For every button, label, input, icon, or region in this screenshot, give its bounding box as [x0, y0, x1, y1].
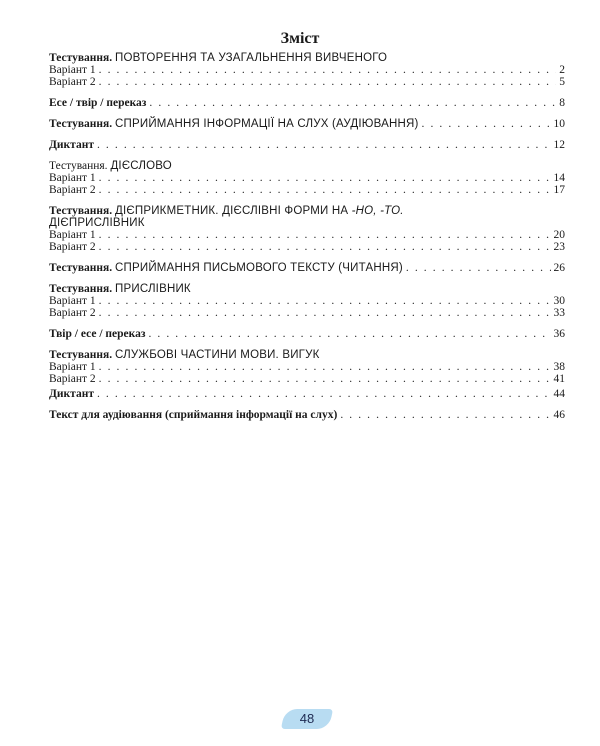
entry-label: Варіант 1: [49, 229, 96, 241]
section-title: СПРИЙМАННЯ ІНФОРМАЦІЇ НА СЛУХ (АУДІЮВАННЯ): [115, 118, 419, 130]
entry-page: 36: [553, 328, 565, 340]
entry-page: 5: [559, 76, 565, 88]
toc-entry[interactable]: [49, 118, 565, 130]
dot-leader: [340, 409, 550, 421]
entry-label: Варіант 2: [49, 373, 96, 385]
section-title: СПРИЙМАННЯ ПИСЬМОВОГО ТЕКСТУ (ЧИТАННЯ): [115, 262, 403, 274]
section-title-line2: ДІЄПРИСЛІВНИК: [49, 217, 145, 229]
toc-entry[interactable]: [49, 184, 565, 196]
toc-section-heading: [49, 52, 565, 64]
toc-entry[interactable]: [49, 172, 565, 184]
toc-section-heading: [49, 349, 565, 361]
dot-leader: [99, 184, 551, 196]
toc-entry[interactable]: [49, 139, 565, 151]
section-keyword: Тестування.: [49, 205, 113, 217]
entry-page: 8: [559, 97, 565, 109]
page-number: 48: [299, 711, 315, 726]
entry-label: Варіант 2: [49, 307, 96, 319]
dot-leader: [99, 307, 551, 319]
entry-label: Твір / есе / переказ: [49, 328, 146, 340]
dot-leader: [148, 328, 550, 340]
page-title: Зміст: [280, 30, 320, 47]
table-of-contents: [49, 52, 565, 421]
entry-label: Варіант 1: [49, 64, 96, 76]
entry-label: Диктант: [49, 388, 94, 400]
section-title: СЛУЖБОВІ ЧАСТИНИ МОВИ. ВИГУК: [115, 349, 320, 361]
dot-leader: [149, 97, 556, 109]
section-keyword: Тестування.: [49, 262, 113, 274]
entry-page: 17: [553, 184, 565, 196]
toc-entry[interactable]: [49, 388, 565, 400]
section-title: ДІЄПРИКМЕТНИК. ДІЄСЛІВНІ ФОРМИ НА: [115, 205, 352, 217]
toc-entry[interactable]: [49, 64, 565, 76]
entry-page: 10: [553, 118, 565, 130]
toc-section-heading: [49, 160, 565, 172]
entry-page: 14: [553, 172, 565, 184]
entry-page: 26: [553, 262, 565, 274]
section-keyword: Тестування.: [49, 118, 113, 130]
dot-leader: [97, 139, 551, 151]
entry-page: 38: [553, 361, 565, 373]
section-title-suffix: -НО, -ТО.: [351, 205, 404, 217]
entry-page: 12: [553, 139, 565, 151]
dot-leader: [422, 118, 551, 130]
toc-entry[interactable]: [49, 229, 565, 241]
section-keyword: Тестування.: [49, 349, 113, 361]
toc-entry[interactable]: [49, 241, 565, 253]
entry-page: 44: [553, 388, 565, 400]
section-title: ПРИСЛІВНИК: [115, 283, 191, 295]
toc-entry[interactable]: [49, 307, 565, 319]
entry-page: 20: [553, 229, 565, 241]
section-keyword: Тестування.: [49, 52, 113, 64]
toc-entry[interactable]: [49, 373, 565, 385]
toc-entry[interactable]: [49, 328, 565, 340]
section-title: ПОВТОРЕННЯ ТА УЗАГАЛЬНЕННЯ ВИВЧЕНОГО: [115, 52, 388, 64]
dot-leader: [99, 172, 551, 184]
entry-page: 46: [553, 409, 565, 421]
section-title: ДІЄСЛОВО: [110, 160, 172, 172]
toc-entry[interactable]: [49, 262, 565, 274]
dot-leader: [99, 361, 551, 373]
entry-label: Варіант 2: [49, 184, 96, 196]
entry-label: Диктант: [49, 139, 94, 151]
toc-section-heading: [49, 205, 565, 229]
section-keyword: Тестування.: [49, 283, 113, 295]
dot-leader: [99, 64, 557, 76]
toc-entry[interactable]: [49, 361, 565, 373]
entry-page: 41: [553, 373, 565, 385]
entry-label: Варіант 1: [49, 172, 96, 184]
toc-entry[interactable]: [49, 76, 565, 88]
dot-leader: [406, 262, 551, 274]
dot-leader: [97, 388, 551, 400]
dot-leader: [99, 373, 551, 385]
toc-entry[interactable]: [49, 295, 565, 307]
entry-label: Есе / твір / переказ: [49, 97, 147, 109]
entry-page: 30: [553, 295, 565, 307]
toc-entry[interactable]: [49, 97, 565, 109]
entry-page: 23: [553, 241, 565, 253]
entry-label: Варіант 2: [49, 241, 96, 253]
dot-leader: [99, 295, 551, 307]
entry-label: Варіант 1: [49, 361, 96, 373]
entry-label: Текст для аудіювання (сприймання інформації на слух): [49, 409, 338, 421]
toc-section-heading: [49, 283, 565, 295]
dot-leader: [99, 241, 551, 253]
entry-label: Варіант 1: [49, 295, 96, 307]
dot-leader: [99, 76, 557, 88]
section-keyword: Тестування.: [49, 160, 108, 172]
entry-label: Варіант 2: [49, 76, 96, 88]
entry-page: 33: [553, 307, 565, 319]
dot-leader: [99, 229, 551, 241]
toc-entry[interactable]: [49, 409, 565, 421]
entry-page: 2: [559, 64, 565, 76]
